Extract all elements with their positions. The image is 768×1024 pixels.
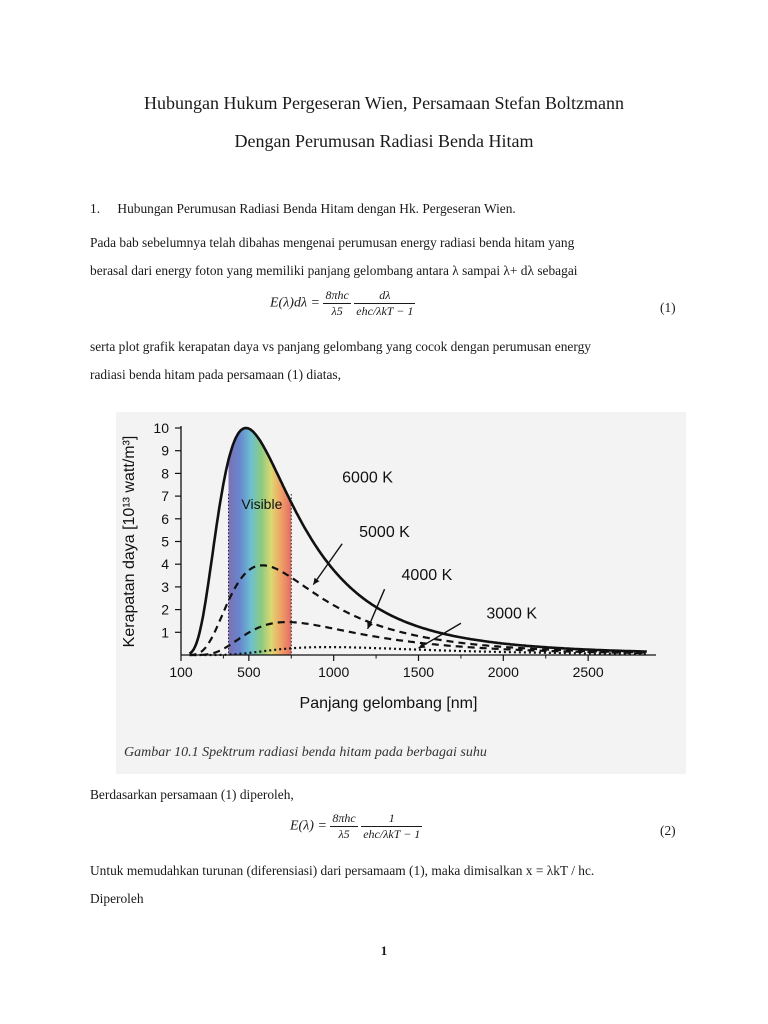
paragraph-1-line-2: berasal dari energy foton yang memiliki panjang gelombang antara λ sampai λ+ dλ sebagai (90, 263, 578, 278)
y-tick-label-5: 5 (161, 533, 169, 550)
paragraph-3: Berdasarkan persamaan (1) diperoleh, (90, 787, 294, 802)
y-tick-label-2: 2 (161, 601, 169, 618)
figure-caption: Gambar 10.1 Spektrum radiasi benda hitam pada berbagai suhu (124, 745, 487, 760)
y-axis-label: Kerapatan daya [10¹³ watt/m³] (121, 435, 138, 648)
series-label-5000k: 5000 K (359, 523, 410, 541)
x-tick-label-100: 100 (169, 664, 193, 680)
y-tick-label-10: 10 (153, 420, 169, 436)
section-number: 1. (90, 201, 101, 216)
equation-1-fraction-a: $\frac{\text{8πhc}}{\lambda 5}$ (325, 288, 349, 318)
x-axis-label: Panjang gelombang [nm] (299, 695, 478, 712)
figure-background (116, 412, 686, 774)
x-tick-label-1000: 1000 (318, 664, 350, 680)
equation-2-number: (2) (660, 823, 676, 838)
title-line-2: Dengan Perumusan Radiasi Benda Hitam (234, 131, 534, 151)
page-number: 1 (380, 943, 388, 958)
equation-2-fraction-b: $\frac{1}{\text{ehc/λkT − 1}}$ (363, 811, 421, 841)
section-heading (90, 201, 516, 217)
x-tick-label-500: 500 (237, 664, 261, 680)
paragraph-2-line-1: serta plot grafik kerapatan daya vs panjang gelombang yang cocok dengan perumusan energy (90, 339, 591, 354)
equation-1-fraction-b: $\frac{d\lambda}{\text{ehc/λkT − 1}}$ (356, 288, 414, 318)
paragraph-4 (90, 857, 678, 913)
equation-2-fraction-a: $\frac{\text{8πhc}}{\lambda 5}$ (332, 811, 356, 841)
section-heading-text: Hubungan Perumusan Radiasi Benda Hitam dengan Hk. Pergeseran Wien. (117, 201, 516, 216)
paragraph-2 (90, 333, 678, 389)
paragraph-4-line-1: Untuk memudahkan turunan (diferensiasi) dari persamaam (1), maka dimisalkan x = λkT / hc. (90, 863, 595, 878)
series-label-3000k: 3000 K (486, 605, 538, 623)
visible-label: Visible (241, 496, 283, 512)
y-tick-label-1: 1 (161, 624, 169, 641)
y-tick-label-6: 6 (161, 510, 169, 527)
paragraph-1-line-1: Pada bab sebelumnya telah dibahas mengenai perumusan energy radiasi benda hitam yang (90, 235, 575, 250)
y-tick-label-9: 9 (161, 442, 169, 459)
equation-1-number: (1) (660, 300, 676, 315)
equation-2-lhs: E(λ) = (290, 818, 327, 834)
y-tick-label-3: 3 (161, 578, 169, 595)
y-tick-label-7: 7 (161, 488, 169, 505)
paragraph-2-line-2: radiasi benda hitam pada persamaan (1) diatas, (90, 367, 341, 382)
paragraph-4-line-2: Diperoleh (90, 891, 144, 906)
y-tick-label-4: 4 (161, 556, 169, 573)
x-tick-label-2000: 2000 (487, 664, 519, 680)
series-label-4000k: 4000 K (401, 567, 453, 585)
equation-1-lhs: E(λ)dλ = (270, 295, 320, 311)
paragraph-1 (90, 229, 678, 285)
y-tick-label-8: 8 (161, 465, 169, 482)
series-label-6000k: 6000 K (342, 469, 393, 487)
equation-1 (270, 288, 415, 319)
blackbody-spectrum-chart (116, 412, 686, 774)
equation-2 (290, 811, 422, 842)
title-line-1: Hubungan Hukum Pergeseran Wien, Persamaan Stefan Boltzmann (144, 93, 624, 113)
x-tick-label-1500: 1500 (402, 664, 435, 680)
x-tick-label-2500: 2500 (572, 664, 604, 680)
